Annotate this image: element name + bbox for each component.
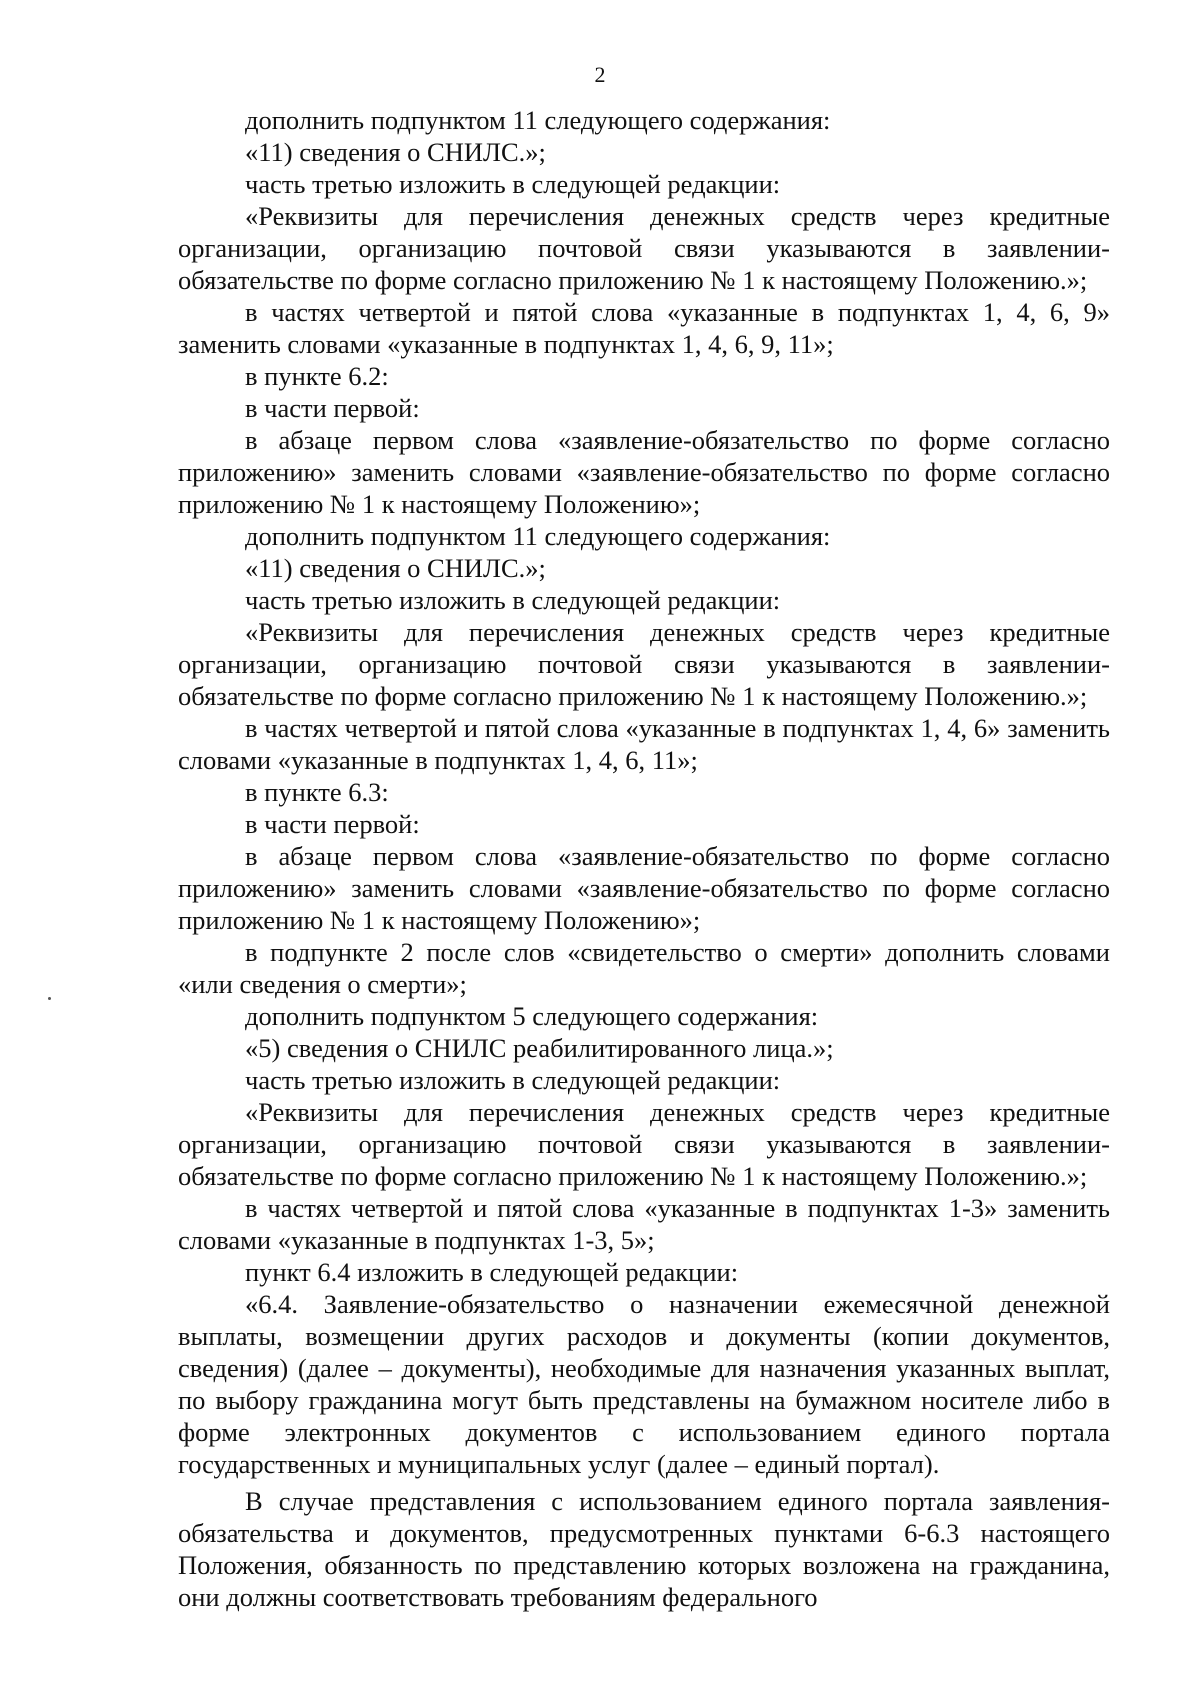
paragraph: пункт 6.4 изложить в следующей редакции: (245, 1257, 739, 1287)
paragraph: «6.4. Заявление-обязательство о назначении ежемесячной денежной выплаты, возмещении других расходов и документы (копии документов, сведения) (далее – документы), необходимые для назначения указанных выплат, по выбору гражданина могут быть представлены на бумажном носителе либо в форме электронных документов с использованием единого портала государственных и муниципальных услуг (далее – единый портал). (178, 1289, 1110, 1479)
paragraph: в частях четвертой и пятой слова «указанные в подпунктах 1, 4, 6, 9» заменить словами «указанные в подпунктах 1, 4, 6, 9, 11»; (178, 297, 1110, 359)
paragraph: дополнить подпунктом 5 следующего содержания: (245, 1001, 819, 1031)
paragraph: в подпункте 2 после слов «свидетельство о смерти» дополнить словами «или сведения о смерти»; (178, 937, 1110, 999)
scan-speck (48, 997, 51, 1000)
paragraph: часть третью изложить в следующей редакции: (245, 169, 781, 199)
document-body (178, 104, 1110, 1613)
paragraph: в пункте 6.2: (245, 361, 389, 391)
paragraph: дополнить подпунктом 11 следующего содержания: (245, 105, 831, 135)
paragraph: дополнить подпунктом 11 следующего содержания: (245, 521, 831, 551)
paragraph: «Реквизиты для перечисления денежных средств через кредитные организации, организацию почтовой связи указываются в заявлении-обязательстве по форме согласно приложению № 1 к настоящему Положению.»; (178, 1097, 1110, 1191)
paragraph: часть третью изложить в следующей редакции: (245, 585, 781, 615)
paragraph: часть третью изложить в следующей редакции: (245, 1065, 781, 1095)
paragraph: в пункте 6.3: (245, 777, 389, 807)
paragraph: «11) сведения о СНИЛС.»; (245, 553, 546, 583)
paragraph: «Реквизиты для перечисления денежных средств через кредитные организации, организацию почтовой связи указываются в заявлении-обязательстве по форме согласно приложению № 1 к настоящему Положению.»; (178, 201, 1110, 295)
page-number: 2 (594, 62, 606, 87)
paragraph: «5) сведения о СНИЛС реабилитированного лица.»; (245, 1033, 834, 1063)
paragraph: в частях четвертой и пятой слова «указанные в подпунктах 1, 4, 6» заменить словами «указанные в подпунктах 1, 4, 6, 11»; (178, 713, 1110, 775)
paragraph: в абзаце первом слова «заявление-обязательство по форме согласно приложению» заменить словами «заявление-обязательство по форме согласно приложению № 1 к настоящему Положению»; (178, 425, 1110, 519)
paragraph: в абзаце первом слова «заявление-обязательство по форме согласно приложению» заменить словами «заявление-обязательство по форме согласно приложению № 1 к настоящему Положению»; (178, 841, 1110, 935)
paragraph: в части первой: (245, 393, 420, 423)
paragraph: «Реквизиты для перечисления денежных средств через кредитные организации, организацию почтовой связи указываются в заявлении-обязательстве по форме согласно приложению № 1 к настоящему Положению.»; (178, 617, 1110, 711)
paragraph: в части первой: (245, 809, 420, 839)
paragraph: «11) сведения о СНИЛС.»; (245, 137, 546, 167)
paragraph: В случае представления с использованием единого портала заявления-обязательства и документов, предусмотренных пунктами 6-6.3 настоящего Положения, обязанность по представлению которых возложена на гражданина, они должны соответствовать требованиям федерального (178, 1486, 1110, 1612)
paragraph: в частях четвертой и пятой слова «указанные в подпунктах 1-3» заменить словами «указанные в подпунктах 1-3, 5»; (178, 1193, 1110, 1255)
